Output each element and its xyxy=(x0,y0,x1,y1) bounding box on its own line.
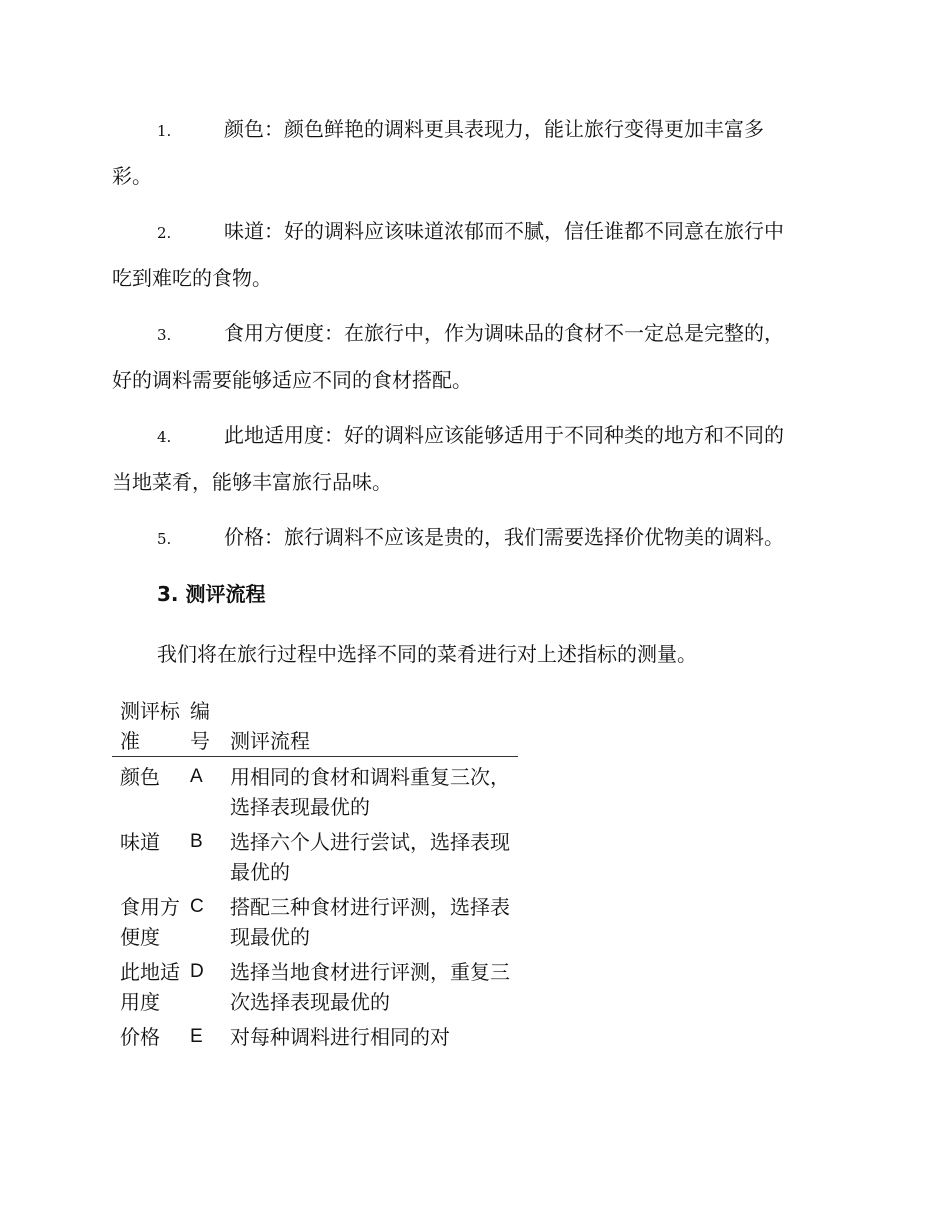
table-row xyxy=(112,822,518,887)
table-row xyxy=(112,757,518,823)
criteria-text-continued: 当地菜肴，能够丰富旅行品味。 xyxy=(112,470,392,494)
cell-code: A xyxy=(190,766,203,787)
table-row xyxy=(112,887,518,952)
cell-process: 对每种调料进行相同的对 xyxy=(230,1025,450,1049)
cell-standard: 食用方便度 xyxy=(120,895,180,949)
table-row xyxy=(112,1017,518,1052)
cell-process: 搭配三种食材进行评测，选择表现最优的 xyxy=(230,895,510,949)
criteria-item-price xyxy=(112,515,834,562)
list-number: 5. xyxy=(157,530,172,548)
criteria-item-convenience xyxy=(112,311,834,403)
table-header-row xyxy=(112,696,518,757)
cell-process: 用相同的食材和调料重复三次，选择表现最优的 xyxy=(230,765,510,819)
criteria-item-local-fit xyxy=(112,413,834,505)
cell-code: D xyxy=(190,961,204,982)
cell-standard: 此地适用度 xyxy=(120,960,180,1014)
criteria-text: 此地适用度：好的调料应该能够适用于不同种类的地方和不同的 xyxy=(224,423,784,447)
list-number: 3. xyxy=(157,326,172,344)
table-row xyxy=(112,952,518,1017)
list-number: 1. xyxy=(157,122,172,140)
criteria-text-continued: 吃到难吃的食物。 xyxy=(112,266,272,290)
header-standard: 测评标准 xyxy=(112,696,182,757)
list-number: 4. xyxy=(157,428,172,446)
cell-standard: 价格 xyxy=(120,1025,160,1049)
cell-process: 选择当地食材进行评测，重复三次选择表现最优的 xyxy=(230,960,510,1014)
criteria-item-taste xyxy=(112,209,834,301)
criteria-text: 颜色：颜色鲜艳的调料更具表现力，能让旅行变得更加丰富多 xyxy=(224,117,764,141)
criteria-item-color xyxy=(112,107,834,199)
cell-standard: 味道 xyxy=(120,830,160,854)
cell-code: C xyxy=(190,896,204,917)
criteria-text-continued: 好的调料需要能够适应不同的食材搭配。 xyxy=(112,368,472,392)
cell-code: B xyxy=(190,831,203,852)
list-number: 2. xyxy=(157,224,172,242)
cell-code: E xyxy=(190,1026,203,1047)
criteria-text: 价格：旅行调料不应该是贵的，我们需要选择价优物美的调料。 xyxy=(224,525,784,549)
header-process: 测评流程 xyxy=(222,696,518,757)
criteria-text-continued: 彩。 xyxy=(112,164,152,188)
header-code: 编号 xyxy=(182,696,222,757)
evaluation-table xyxy=(112,696,518,1052)
section-heading: 3. 测评流程 xyxy=(157,582,266,606)
criteria-text: 味道：好的调料应该味道浓郁而不腻，信任谁都不同意在旅行中 xyxy=(224,219,784,243)
cell-standard: 颜色 xyxy=(120,765,160,789)
cell-process: 选择六个人进行尝试，选择表现最优的 xyxy=(230,830,510,884)
intro-paragraph: 我们将在旅行过程中选择不同的菜肴进行对上述指标的测量。 xyxy=(157,642,697,666)
criteria-text: 食用方便度：在旅行中，作为调味品的食材不一定总是完整的， xyxy=(224,321,784,345)
